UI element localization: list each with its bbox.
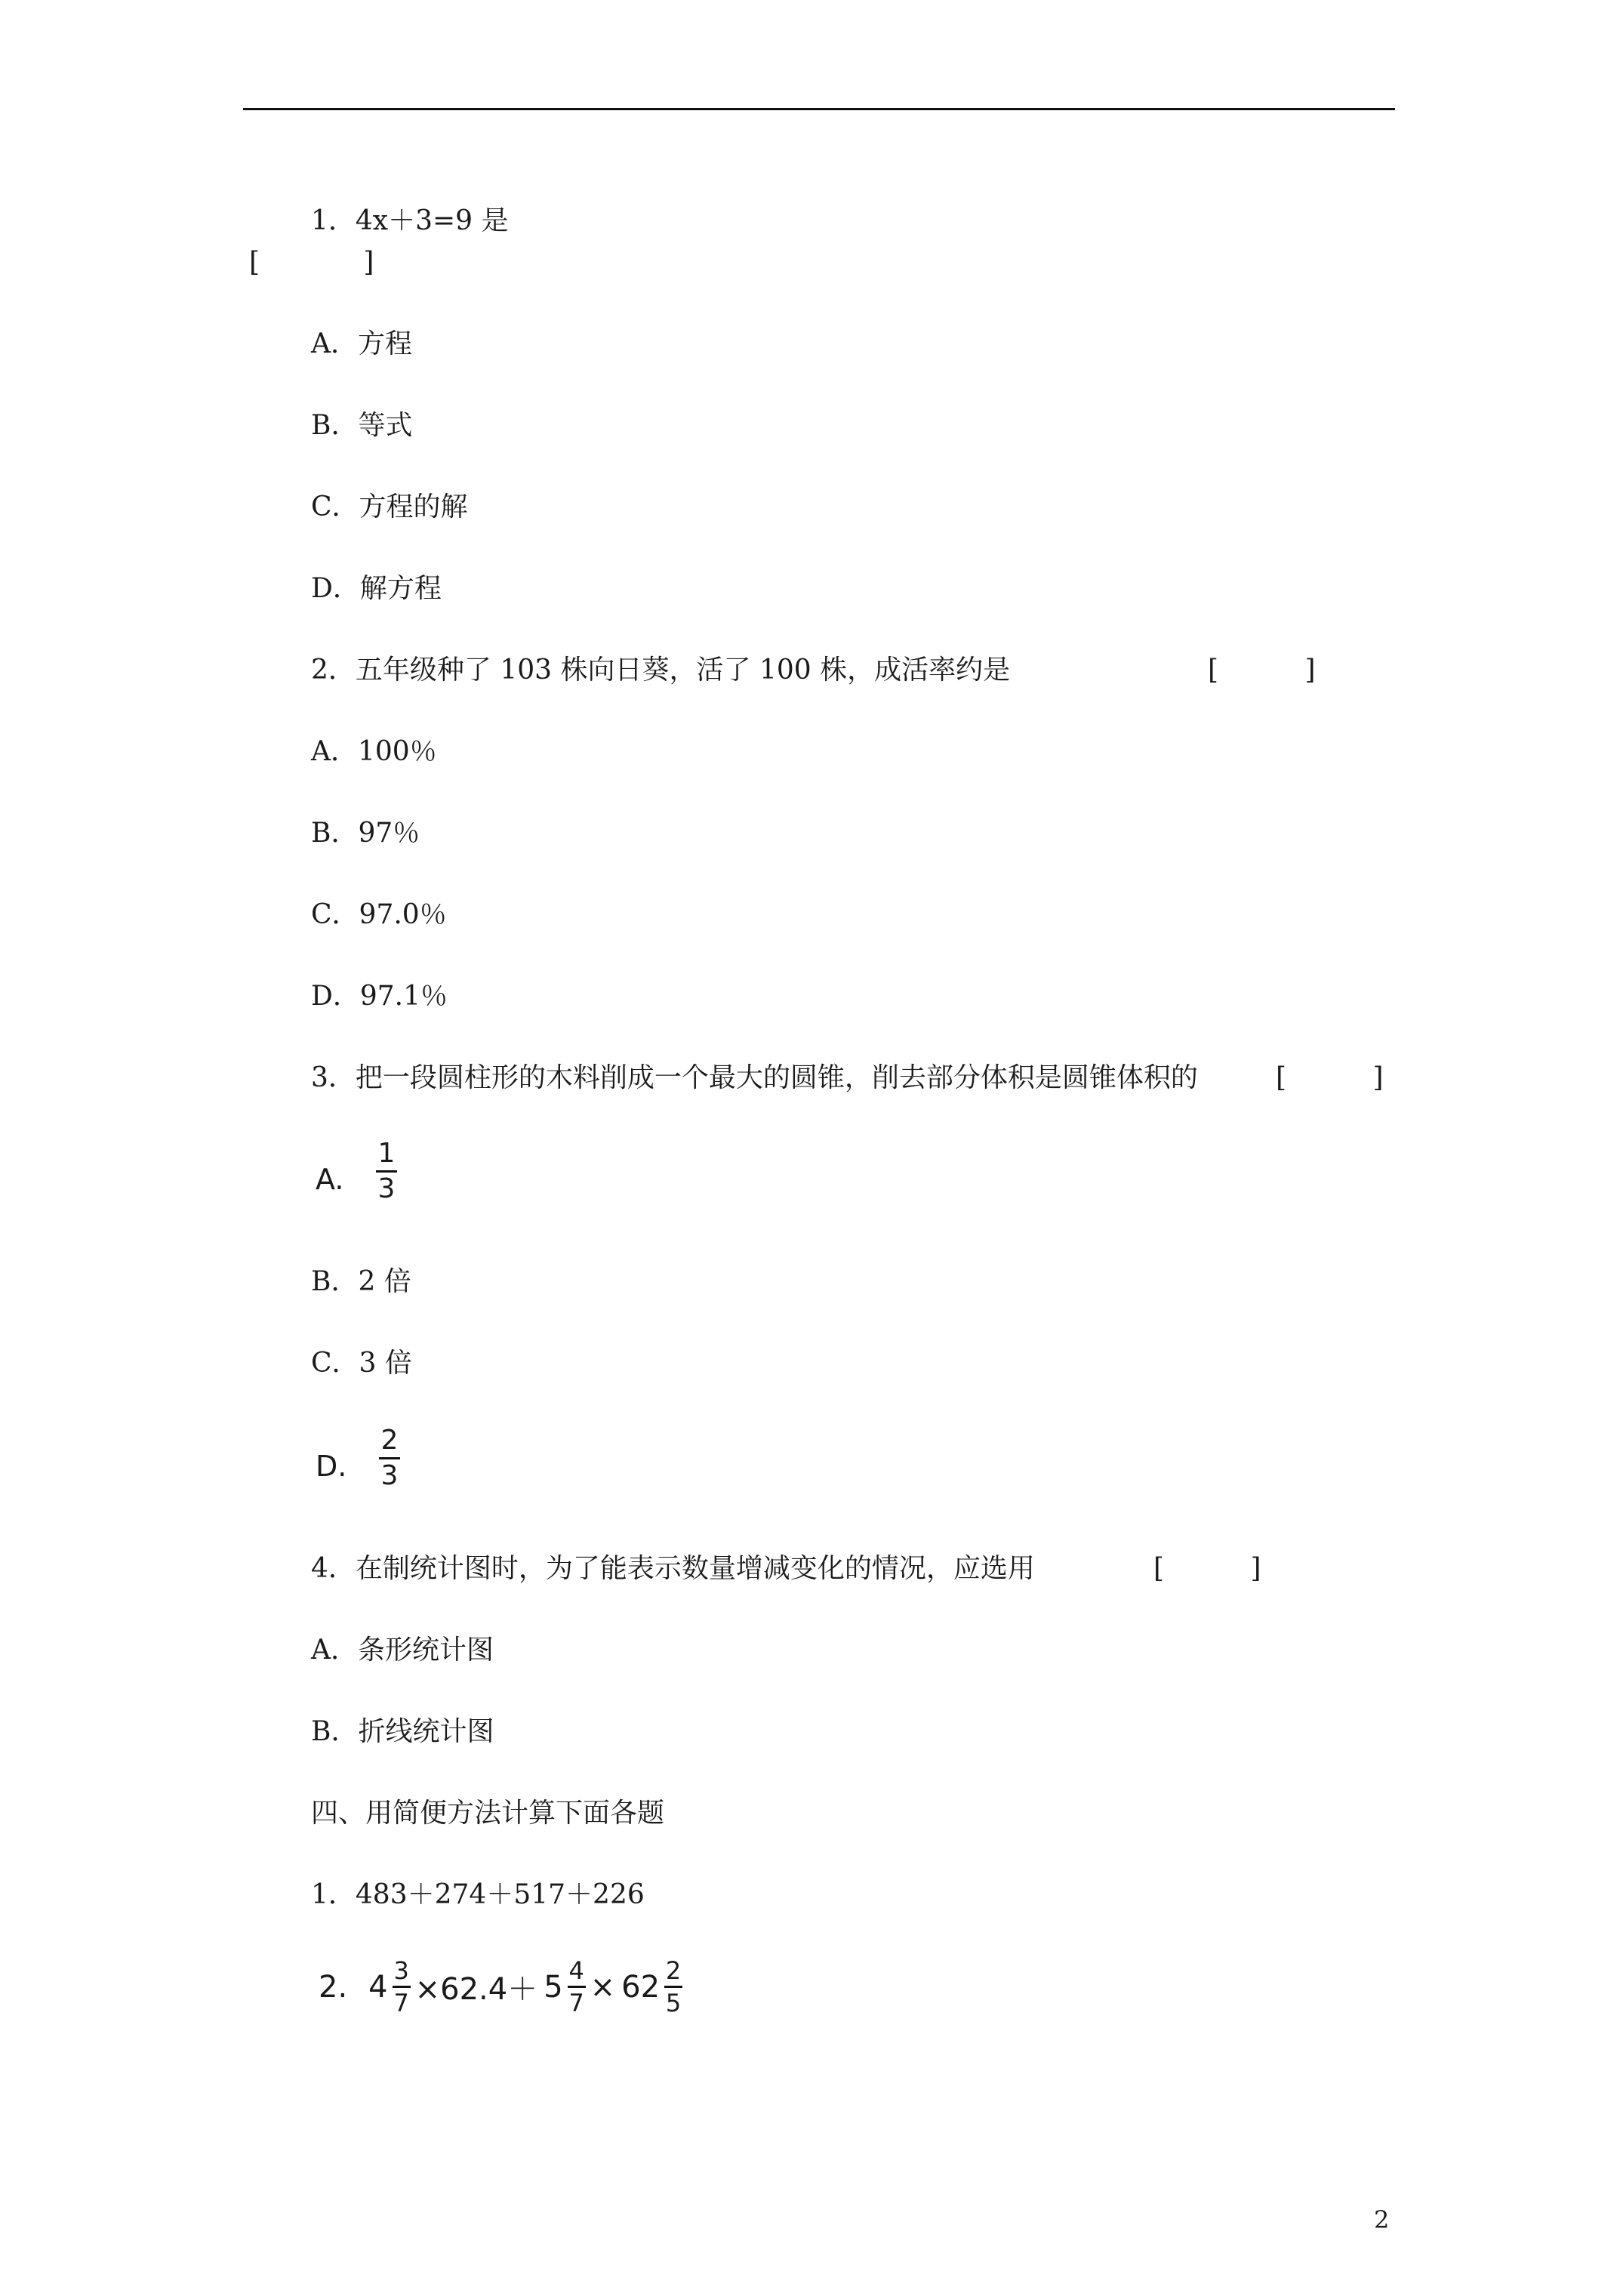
q4-option-a: A．条形统计图 [311,1635,494,1666]
q1-option-b: B．等式 [311,410,413,441]
fraction-numerator: 3 [393,1956,409,1985]
fraction-numerator: 2 [380,1425,399,1456]
operator-text: ×62.4＋ [414,1972,538,2007]
section-4-title: 四、用简便方法计算下面各题 [311,1798,665,1829]
header-rule [243,108,1395,110]
fraction-numerator: 1 [377,1138,396,1169]
fraction-bar [393,1986,411,1988]
fraction-bar [664,1986,682,1988]
q2-option-b: B．97％ [311,818,420,849]
fraction-numerator: 2 [665,1956,682,1985]
q2-stem: 2．五年级种了 103 株向日葵，活了 100 株，成活率约是 [311,655,1011,686]
fraction-denominator: 5 [665,1989,682,2017]
q3-stem: 3．把一段圆柱形的木料削成一个最大的圆锥，削去部分体积是圆锥体积的 [311,1062,1198,1093]
q1-option-a: A．方程 [311,328,412,359]
q3-option-a-fraction [376,1139,397,1204]
q1-option-c: C．方程的解 [311,492,468,522]
fraction-bar [379,1457,400,1459]
q3-option-b: B．2 倍 [311,1266,411,1297]
q1-answer-bracket: [ ] [249,247,374,278]
q4-answer-bracket: [ ] [1153,1553,1261,1584]
q3-option-a-label: A. [316,1163,344,1196]
fraction-denominator: 3 [377,1173,396,1204]
fraction-bar [376,1170,397,1173]
item-label: 2. [319,1969,348,2005]
q2-option-a: A．100％ [311,736,437,767]
page-number: 2 [1374,2205,1390,2234]
mixed-whole: 4 [368,1969,388,2005]
q1-stem: 1．4x＋3=9 是 [311,205,509,236]
q1-option-d: D．解方程 [311,573,442,604]
section-4-item-2 [316,1957,684,2017]
q4-option-b: B．折线统计图 [311,1716,494,1747]
mixed-whole: 5 [544,1969,563,2005]
operator-text: × [590,1969,616,2005]
section-4-item-1: 1．483＋274＋517＋226 [311,1879,645,1910]
fraction-denominator: 3 [380,1460,399,1491]
fraction [393,1957,411,2017]
mixed-whole: 62 [621,1969,661,2005]
q4-stem: 4．在制统计图时，为了能表示数量增减变化的情况，应选用 [311,1553,1035,1584]
q2-option-c: C．97.0％ [311,899,447,930]
fraction [664,1957,682,2017]
fraction-bar [568,1986,586,1988]
q3-option-c: C．3 倍 [311,1348,412,1379]
fraction-denominator: 7 [393,1989,409,2017]
fraction-numerator: 4 [568,1956,584,1985]
q3-option-d-fraction [379,1425,400,1491]
q2-option-d: D．97.1％ [311,981,448,1012]
q3-answer-bracket: [ ] [1276,1062,1384,1093]
fraction-denominator: 7 [568,1989,584,2017]
q2-answer-bracket: [ ] [1208,655,1316,686]
fraction [568,1957,586,2017]
q3-option-d-label: D. [316,1450,347,1483]
